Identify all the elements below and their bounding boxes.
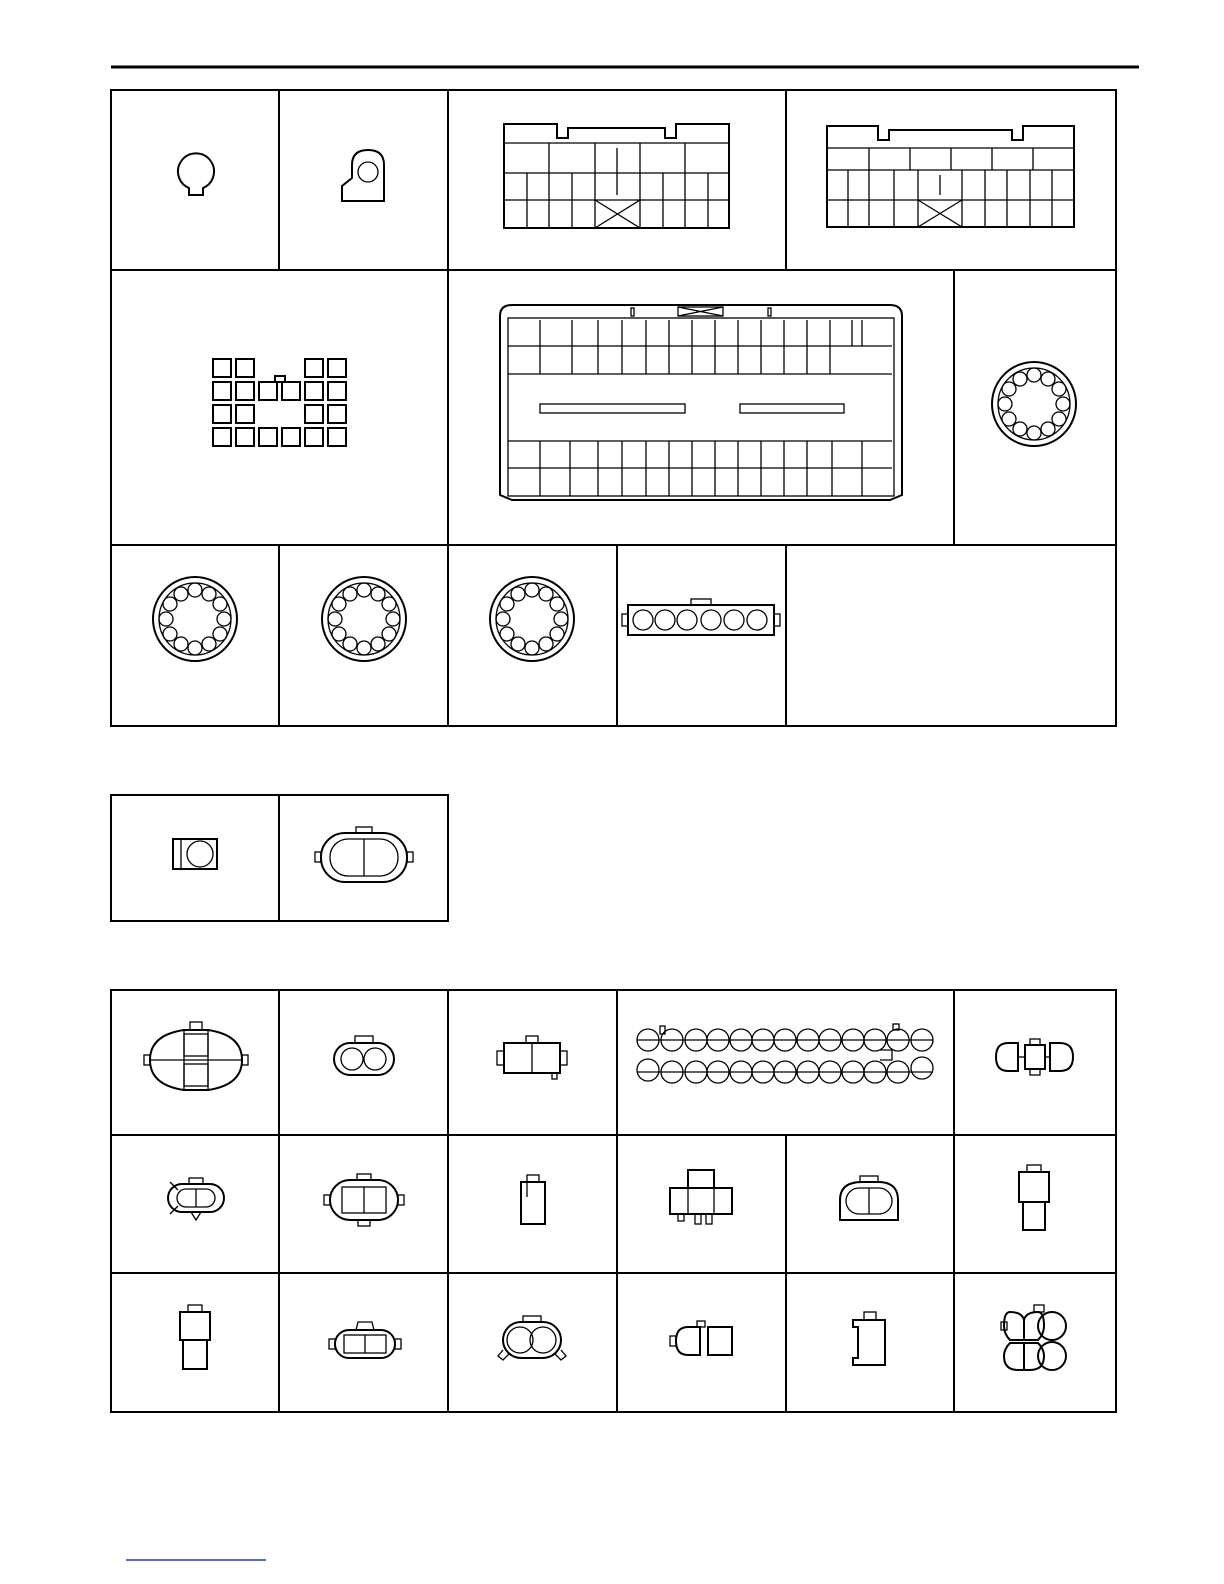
round-12-pin-connector-icon-d: [490, 577, 574, 661]
oval-2-pin-connector-icon: [315, 827, 413, 882]
single-vertical-wide-connector-icon-a: [1019, 1165, 1049, 1230]
oval-2-pin-clip-connector-icon: [840, 1176, 898, 1220]
quad-pin-cross-connector-icon: [144, 1022, 248, 1090]
rect-2-pin-connector-icon: [497, 1036, 567, 1079]
inline-6-pin-connector-icon: [622, 599, 780, 635]
ecm-large-connector-icon: [500, 305, 902, 500]
single-pin-round-connector-icon: [178, 153, 214, 195]
ecm-upper-pin-columns: [540, 320, 862, 374]
t-block-3-pin-connector-icon: [670, 1170, 732, 1224]
single-vertical-slot-connector-icon: [853, 1312, 885, 1365]
split-round-2-pin-connector-icon: [996, 1039, 1073, 1075]
round-12-pin-connector-icon-a: [992, 362, 1076, 446]
oval-2-pin-round-connector-icon: [334, 1036, 394, 1075]
square-1-pin-connector-icon: [173, 839, 217, 869]
multi-pin-block-left-connector-icon: [504, 124, 729, 228]
oval-2-pin-small-connector-icon: [329, 1322, 401, 1358]
oval-2-pin-tabs-connector-icon: [324, 1174, 404, 1226]
oval-2-pin-latch-connector-icon: [168, 1178, 224, 1220]
multi-pin-block-right-connector-icon: [827, 126, 1074, 227]
single-pin-bracket-connector-icon: [342, 150, 384, 201]
single-vertical-wide-connector-icon-b: [180, 1305, 210, 1369]
quad-round-pin-connector-icon: [1001, 1305, 1066, 1370]
pin-grid-block-connector-icon: [213, 359, 346, 446]
top-connector-table: [111, 90, 1116, 726]
round-12-pin-connector-icon-c: [322, 577, 406, 661]
single-vertical-connector-icon: [521, 1175, 545, 1224]
twin-round-pin-connector-icon: [498, 1316, 566, 1360]
bottom-connector-table: [111, 990, 1116, 1412]
round-12-pin-connector-icon-b: [153, 577, 237, 661]
half-round-2-pin-connector-icon: [670, 1321, 732, 1355]
dual-row-24-pin-connector-icon: [637, 1024, 933, 1083]
